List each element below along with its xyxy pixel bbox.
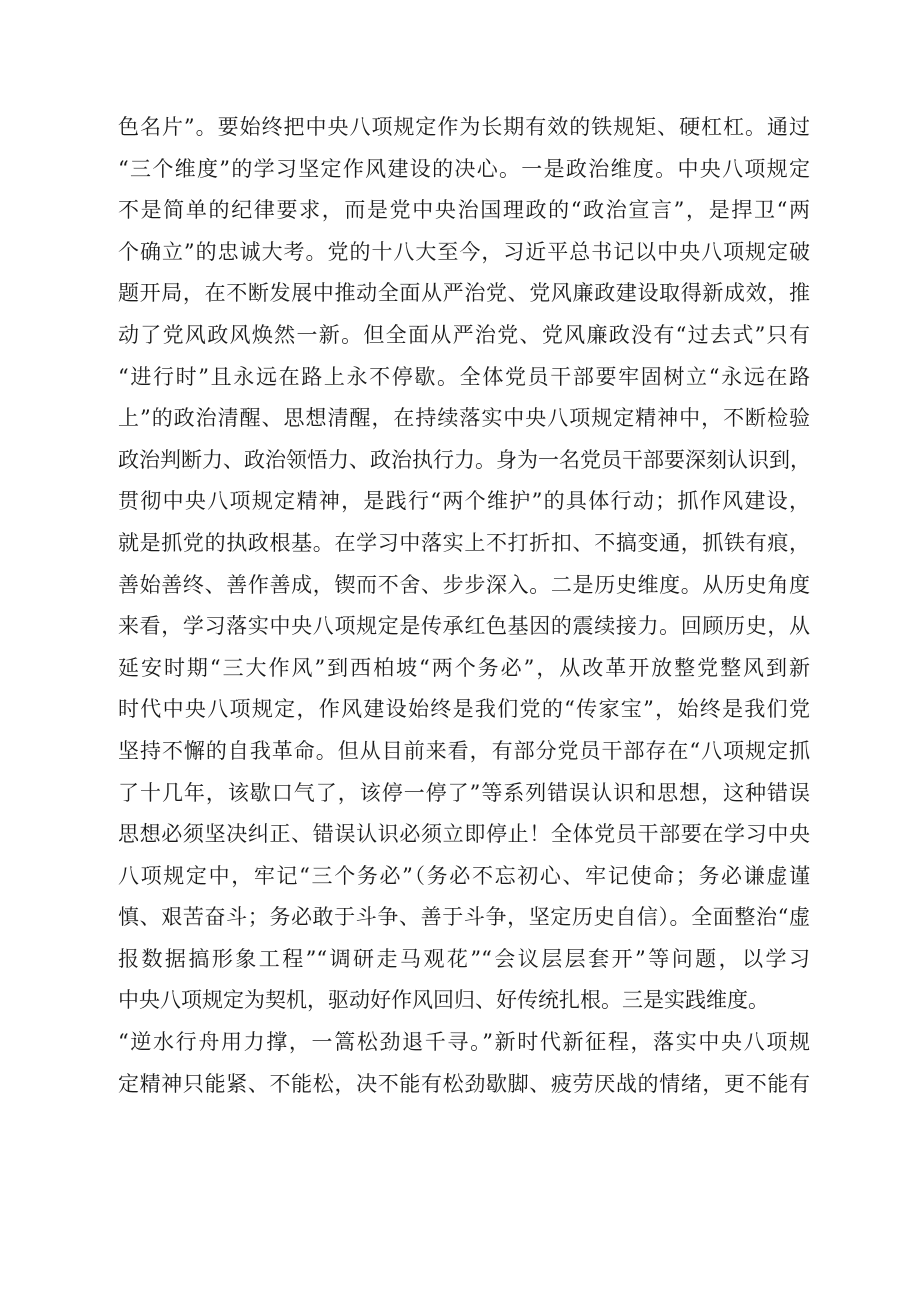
text-line: 贯彻中央八项规定精神，是践行“两个维护”的具体行动；抓作风建设，	[118, 489, 810, 514]
text-line: 个确立”的忠诚大考。党的十八大至今，习近平总书记以中央八项规定破	[118, 239, 810, 264]
text-line: “进行时”且永远在路上永不停歇。全体党员干部要牢固树立“永远在路	[118, 364, 810, 389]
text-line: 慎、艰苦奋斗；务必敢于斗争、善于斗争，坚定历史自信）。全面整治“虚	[118, 905, 810, 930]
text-line: 定精神只能紧、不能松，决不能有松劲歇脚、疲劳厌战的情绪，更不能有	[118, 1071, 810, 1096]
text-line: 政治判断力、政治领悟力、政治执行力。身为一名党员干部要深刻认识到，	[118, 447, 811, 472]
text-line: 上”的政治清醒、思想清醒，在持续落实中央八项规定精神中，不断检验	[118, 406, 810, 431]
text-line: 报数据搞形象工程”“调研走马观花”“会议层层套开”等问题，以学习	[118, 946, 810, 971]
text-line: 就是抓党的执政根基。在学习中落实上不打折扣、不搞变通，抓铁有痕，	[118, 530, 810, 555]
text-line: 时代中央八项规定，作风建设始终是我们党的“传家宝”，始终是我们党	[118, 697, 810, 722]
text-line: 延安时期“三大作风”到西柏坡“两个务必”，从改革开放整党整风到新	[118, 655, 810, 680]
text-line: 动了党风政风焕然一新。但全面从严治党、党风廉政没有“过去式”只有	[118, 322, 810, 347]
text-line: 八项规定中，牢记“三个务必”（务必不忘初心、牢记使命；务必谦虚谨	[118, 863, 810, 888]
text-line: 不是简单的纪律要求，而是党中央治国理政的“政治宣言”，是捍卫“两	[118, 198, 810, 223]
text-line: 来看，学习落实中央八项规定是传承红色基因的震续接力。回顾历史，从	[118, 614, 810, 639]
text-line: 坚持不懈的自我革命。但从目前来看，有部分党员干部存在“八项规定抓	[118, 738, 810, 763]
text-line: 题开局，在不断发展中推动全面从严治党、党风廉政建设取得新成效，推	[118, 281, 810, 306]
text-line: 了十几年，该歇口气了，该停一停了”等系列错误认识和思想，这种错误	[118, 780, 810, 805]
text-line: 中央八项规定为契机，驱动好作风回归、好传统扎根。三是实践维度。	[118, 988, 769, 1013]
text-line: “逆水行舟用力撑，一篙松劲退千寻。”新时代新征程，落实中央八项规	[118, 1030, 810, 1055]
text-line: 思想必须坚决纠正、错误认识必须立即停止！全体党员干部要在学习中央	[118, 822, 810, 847]
body-paragraph	[118, 107, 810, 1105]
text-line: “三个维度”的学习坚定作风建设的决心。一是政治维度。中央八项规定	[118, 156, 810, 181]
text-line: 善始善终、善作善成，锲而不舍、步步深入。二是历史维度。从历史角度	[118, 572, 810, 597]
text-line: 色名片”。要始终把中央八项规定作为长期有效的铁规矩、硬杠杠。通过	[118, 115, 810, 139]
